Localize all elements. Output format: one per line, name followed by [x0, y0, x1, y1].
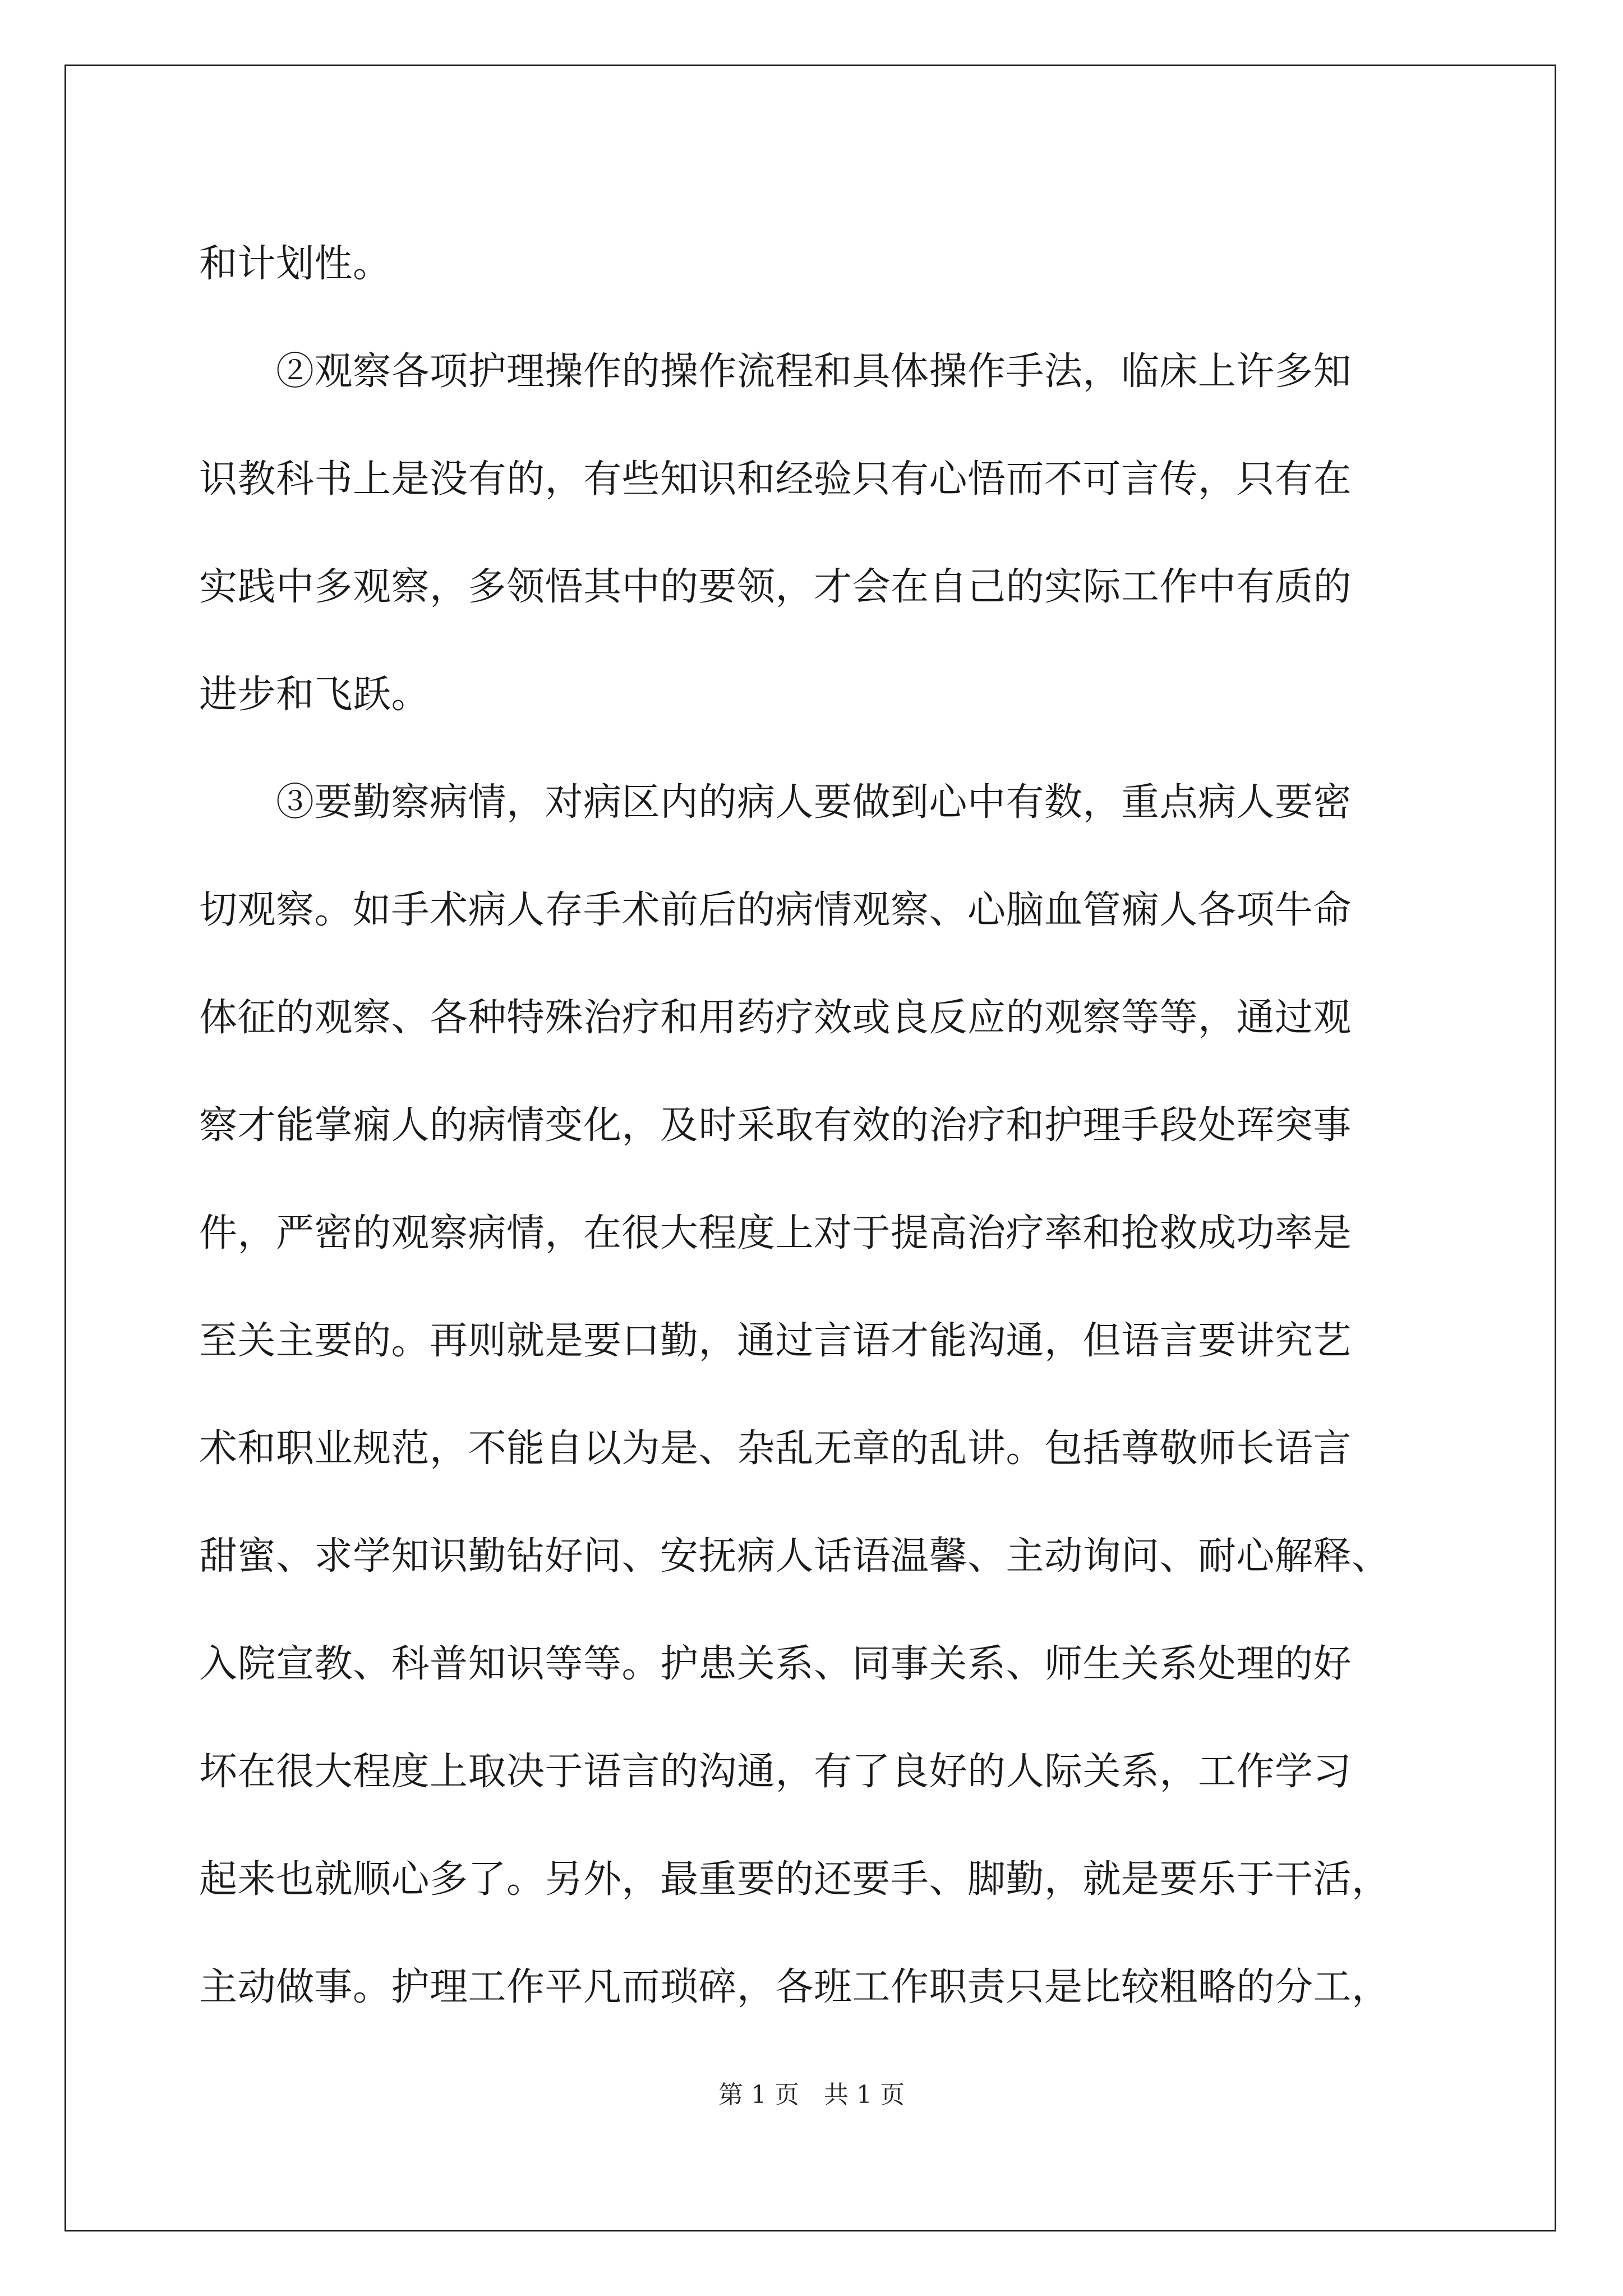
text-line: 进步和飞跃。	[199, 673, 430, 717]
text-line: 件，严密的观察病情，在很大程度上对于提高治疗率和抢救成功率是	[199, 1211, 1352, 1255]
text-line: 主动做事。护理工作平凡而琐碎，各班工作职责只是比较粗略的分工，	[199, 1965, 1390, 2009]
text-line: 术和职业规范，不能自以为是、杂乱无章的乱讲。包括尊敬师长语言	[199, 1427, 1352, 1471]
text-line: 切观察。如手术病人存手术前后的病情观察、心脑血管痫人各项牛命	[199, 888, 1352, 932]
text-line: ③要勤察病情，对病区内的病人要做到心中有数，重点病人要密	[199, 780, 1352, 825]
text-line: 识教科书上是没有的，有些知识和经验只有心悟而不可言传，只有在	[199, 457, 1352, 501]
body-text	[199, 210, 1422, 2041]
text-line: 至关主要的。再则就是要口勤，通过言语才能沟通，但语言要讲究艺	[199, 1319, 1352, 1363]
text-line: 实践中多观察，多领悟其中的要领，才会在自己的实际工作中有质的	[199, 565, 1352, 609]
text-line: ②观察各项护理操作的操作流程和具体操作手法，临床上许多知	[199, 349, 1352, 394]
text-line: 坏在很大程度上取决于语言的沟通，有了良好的人际关系，工作学习	[199, 1750, 1352, 1794]
text-line: 起来也就顺心多了。另外，最重要的还要手、脚勤，就是要乐于干活，	[199, 1857, 1390, 1902]
text-line: 入院宣教、科普知识等等。护患关系、同事关系、师生关系处理的好	[199, 1642, 1352, 1686]
text-line: 体征的观察、各种特殊治疗和用药疗效或良反应的观察等等，通过观	[199, 996, 1352, 1040]
text-line: 和计划性。	[199, 242, 391, 286]
text-line: 甜蜜、求学知识勤钻好问、安抚病人话语温馨、主动询问、耐心解释、	[199, 1534, 1390, 1579]
page-number: 第 1 页 共 1 页	[718, 2081, 905, 2109]
text-line: 察才能掌痫人的病情变化，及时采取有效的治疗和护理手段处珲突事	[199, 1103, 1352, 1148]
